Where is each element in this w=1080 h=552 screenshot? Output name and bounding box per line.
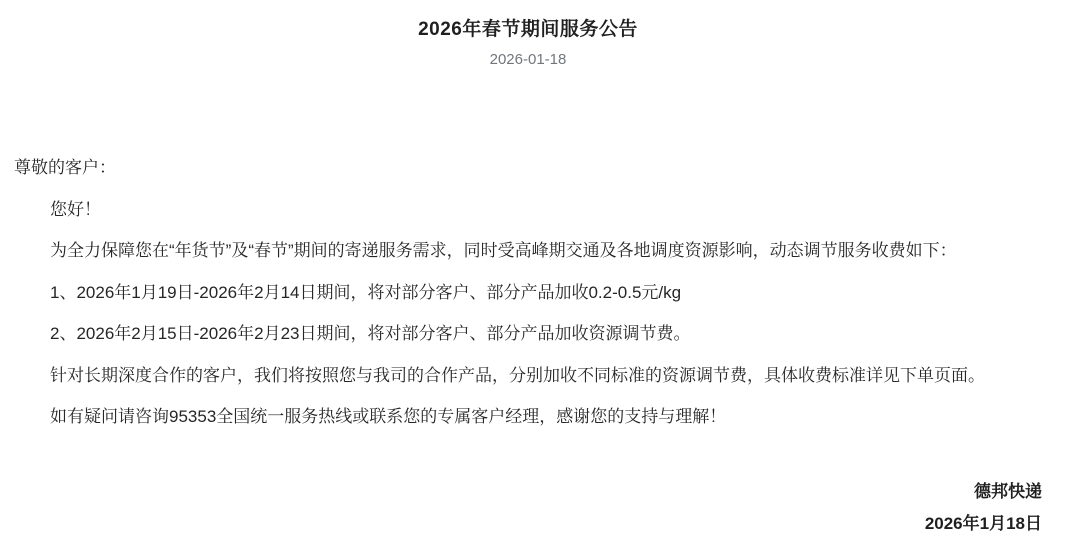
paragraph-hotline: 如有疑问请咨询95353全国统一服务热线或联系您的专属客户经理，感谢您的支持与理解！: [50, 407, 727, 426]
paragraph-greeting: 您好！: [50, 199, 101, 219]
paragraph-intro: 为全力保障您在“年货节”及“春节”期间的寄递服务需求，同时受高峰期交通及各地调度资源影响，动态调节服务收费如下：: [50, 241, 957, 260]
publish-date: 2026-01-18: [489, 51, 567, 68]
signature-date: 2026年1月18日: [924, 513, 1042, 533]
salutation: 尊敬的客户：: [14, 158, 116, 177]
notice-body: [14, 147, 1042, 438]
signature-block: [14, 476, 1042, 540]
signature-company: 德邦快递: [974, 481, 1042, 501]
service-notice-document: [0, 16, 1080, 552]
page-title: 2026年春节期间服务公告: [418, 19, 638, 40]
paragraph-item-2: 2、2026年2月15日-2026年2月23日期间，将对部分客户、部分产品加收资源调节费。: [50, 324, 691, 343]
paragraph-item-1: 1、2026年1月19日-2026年2月14日期间，将对部分客户、部分产品加收0.2-0.5元/kg: [50, 282, 682, 302]
paragraph-longterm-customers: 针对长期深度合作的客户，我们将按照您与我司的合作产品，分别加收不同标准的资源调节费，具体收费标准详见下单页面。: [50, 365, 985, 385]
